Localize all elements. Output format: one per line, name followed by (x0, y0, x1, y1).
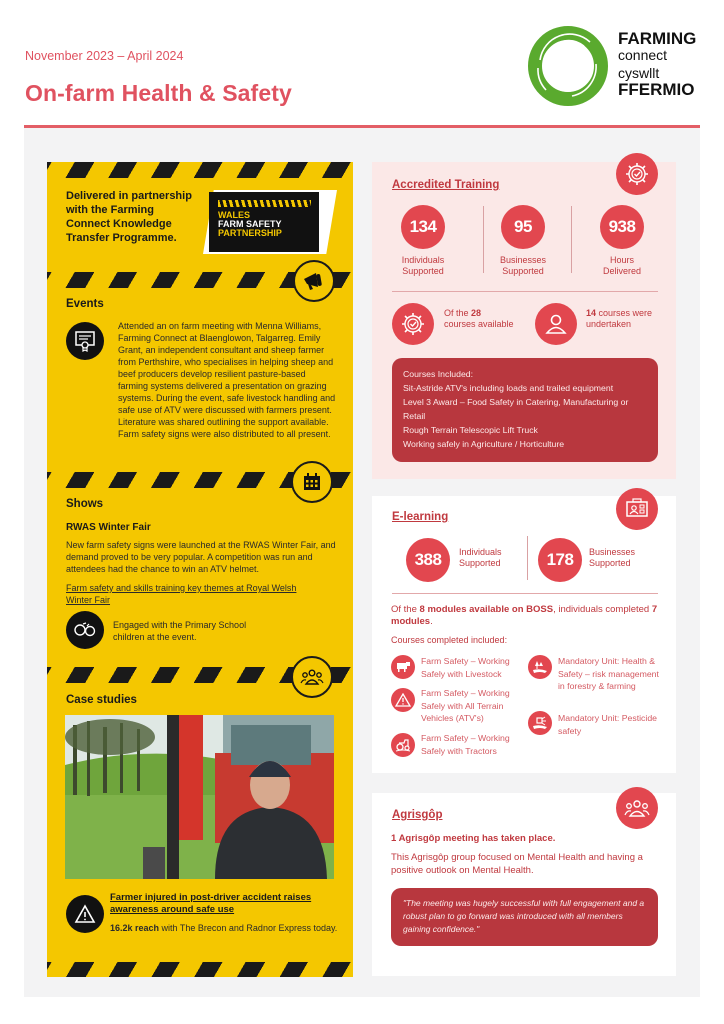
partnership-text: Delivered in partnership with the Farming Connect Knowledge Transfer Programme. (66, 190, 192, 244)
section-divider (392, 593, 658, 594)
course-livestock: Farm Safety – Working Safely with Livestock (421, 656, 510, 679)
shows-subheading: RWAS Winter Fair (66, 522, 151, 533)
logo-line-ffermio: FFERMIO (618, 80, 695, 99)
courses-undertaken-text: 14 courses were undertaken (586, 308, 653, 329)
partner-logo-line1: WALES (218, 210, 251, 220)
elearning-individuals-label: Individuals Supported (459, 547, 502, 568)
logo-wordmark (618, 30, 696, 98)
course-item: Sit-Astride ATV's including loads and trailed equipment (403, 383, 614, 393)
video-conference-icon (616, 488, 658, 530)
logo-line-farming: FARMING (618, 29, 697, 48)
course-tractors: Farm Safety – Working Safely with Tractors (421, 733, 510, 756)
agrisgop-meeting-count: 1 Agrisgôp meeting has taken place. (391, 833, 556, 844)
course-item: Working safely in Agriculture / Horticulture (403, 439, 565, 449)
agrisgop-title[interactable]: Agrisgôp (392, 809, 443, 821)
certificate-icon (66, 322, 104, 360)
hazard-stripe (47, 162, 353, 178)
warning-icon (391, 688, 415, 712)
logo-line-cyswllt: cyswllt (618, 65, 660, 81)
gear-check-icon (616, 153, 658, 195)
shows-heading: Shows (66, 498, 104, 510)
elearning-businesses-value: 178 (538, 538, 582, 582)
person-icon (535, 303, 577, 345)
section-divider (392, 291, 658, 292)
elearning-card (372, 496, 676, 773)
farming-connect-logo (526, 24, 706, 108)
warning-icon (66, 895, 104, 933)
courses-included-box (392, 358, 658, 462)
case-study-reach (110, 922, 340, 934)
engaged-text: Engaged with the Primary School children at the event. (113, 620, 247, 642)
stat-businesses-label: Businesses Supported (499, 255, 547, 276)
gear-check-icon (392, 303, 434, 345)
course-item: Level 3 Award – Food Safety in Catering, Manufacturing or Retail (403, 397, 629, 421)
farm-safety-panel (47, 162, 353, 977)
stat-divider (527, 536, 528, 580)
agrisgop-quote: "The meeting was hugely successful with full engagement and a robust plan to go forward was introduced with all members gaining confidence." (391, 888, 658, 946)
cow-icon (391, 655, 415, 679)
agrisgop-card (372, 793, 676, 976)
elearning-individuals-value: 388 (406, 538, 450, 582)
stat-individuals-label: Individuals Supported (401, 255, 445, 276)
group-icon (291, 656, 333, 698)
accredited-training-title[interactable]: Accredited Training (392, 179, 500, 191)
calendar-icon (291, 461, 333, 503)
stat-individuals-value: 134 (401, 205, 445, 249)
shows-body: New farm safety signs were launched at the RWAS Winter Fair, and demand proved to be very popular. A competition was run and attendees had the chance to win an ATV helmet. (66, 540, 336, 574)
stat-businesses-value: 95 (501, 205, 545, 249)
reach-figure: 16.2k reach (110, 923, 160, 933)
wales-farm-safety-partnership-logo (203, 190, 337, 254)
course-item: Rough Terrain Telescopic Lift Truck (403, 425, 538, 435)
page-title: On-farm Health & Safety (25, 80, 292, 106)
date-range: November 2023 – April 2024 (25, 49, 184, 63)
agrisgop-description: This Agrisgôp group focused on Mental Health and having a positive outlook on Mental Health. (391, 852, 643, 876)
children-icon (66, 611, 104, 649)
courses-included-heading: Courses Included: (403, 369, 474, 379)
logo-ring-icon (526, 24, 610, 108)
tractor-icon (391, 733, 415, 757)
course-atv: Farm Safety – Working Safely with All Terrain Vehicles (ATV's) (421, 688, 510, 723)
accredited-training-card (372, 162, 676, 479)
course-pesticide: Mandatory Unit: Pesticide safety (558, 713, 657, 736)
stat-hours-label: Hours Delivered (602, 255, 642, 276)
megaphone-icon (293, 260, 335, 302)
modules-summary: Of the 8 modules available on BOSS, individuals completed 7 modules. (391, 604, 658, 627)
partner-logo-line3: PARTNERSHIP (218, 228, 282, 238)
case-study-article-link[interactable]: Farmer injured in post-driver accident raises awareness around safe use (110, 892, 312, 915)
courses-available-text: Of the 28 courses available (444, 308, 514, 329)
stat-hours-value: 938 (600, 205, 644, 249)
elearning-businesses-label: Businesses Supported (589, 547, 636, 568)
partner-logo-line2: FARM SAFETY (218, 219, 282, 229)
elearning-title[interactable]: E-learning (392, 511, 449, 523)
stat-divider (571, 206, 572, 273)
course-forestry-risk: Mandatory Unit: Health & Safety – risk management in forestry & farming (558, 656, 659, 691)
shows-article-link[interactable]: Farm safety and skills training key themes at Royal Welsh Winter Fair (66, 583, 297, 605)
logo-line-connect: connect (618, 47, 668, 63)
case-study-photo (65, 715, 334, 879)
group-icon (616, 787, 658, 829)
reach-description: with The Brecon and Radnor Express today. (159, 923, 338, 933)
sprayer-hand-icon (528, 711, 552, 735)
hazard-stripe (47, 962, 353, 977)
case-studies-heading: Case studies (66, 694, 137, 706)
events-body: Attended an on farm meeting with Menna Williams, Farming Connect at Blaenglowon, Talgarreg. Emily Grant, an independent consultant and sheep farmer from Perthshire, who specialises in helping sheep and beef producers develop resilient pasture-based farming systems delivered a presentation on grazing systems. During the event, safe livestock handling and safe use of ATV were discussed with farmers present. Literature was shared outlining the support available. Farm safety signs were also distributed to all present. (118, 321, 336, 439)
events-heading: Events (66, 298, 104, 310)
courses-completed-heading: Courses completed included: (391, 635, 508, 645)
tree-hand-icon (528, 655, 552, 679)
